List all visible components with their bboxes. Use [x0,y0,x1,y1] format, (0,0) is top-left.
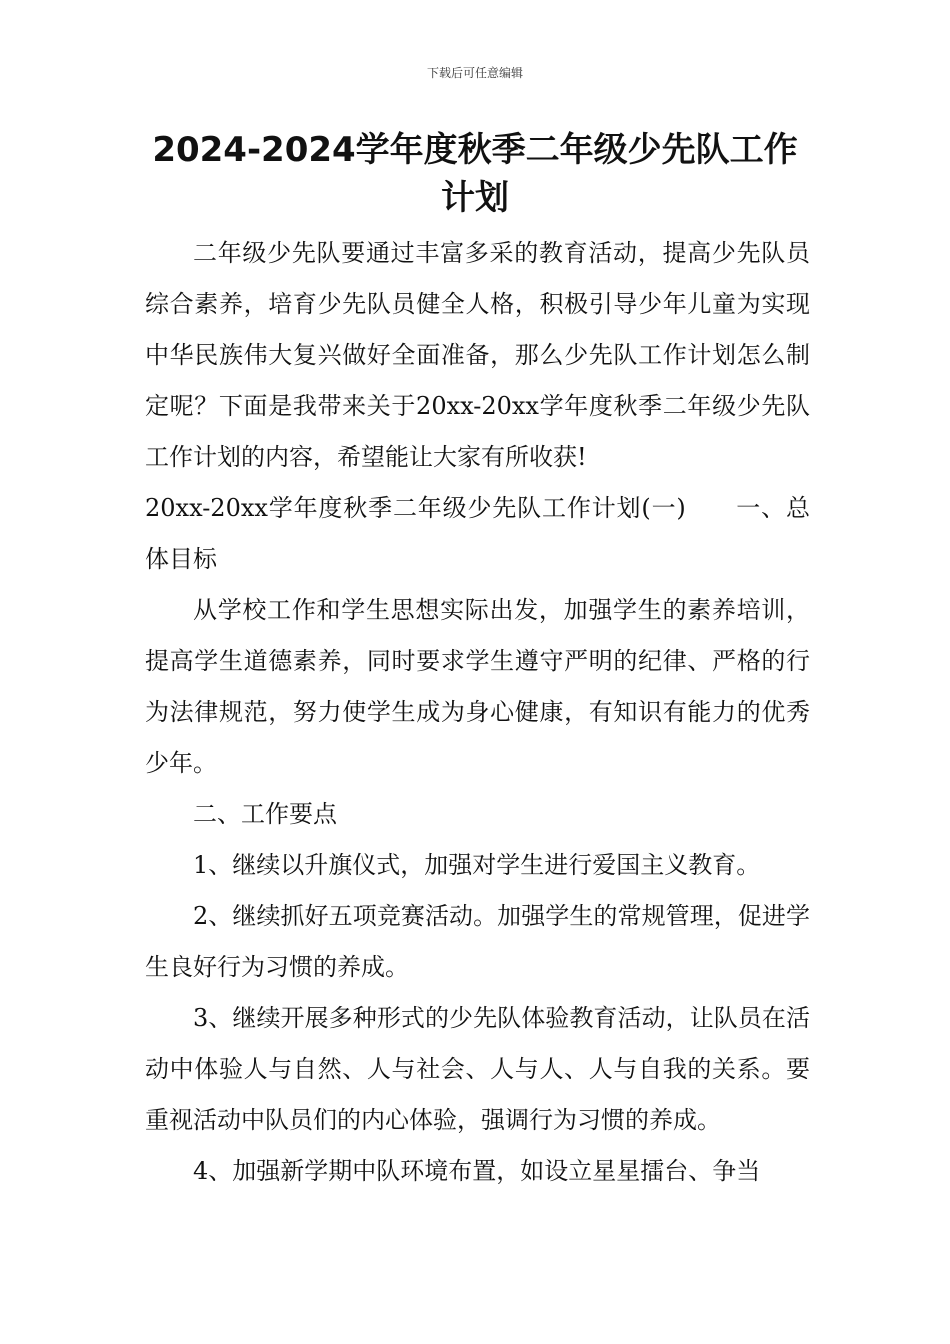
paragraph-plan-heading: 20xx-20xx学年度秋季二年级少先队工作计划(一) 一、总体目标 [145,494,810,573]
paragraph-intro: 二年级少先队要通过丰富多采的教育活动，提高少先队员综合素养，培育少先队员健全人格，积极引导少年儿童为实现中华民族伟大复兴做好全面准备，那么少先队工作计划怎么制定呢？下面是我带来关于20xx-20xx学年度秋季二年级少先队工作计划的内容，希望能让大家有所收获! [145,239,810,471]
document-body [145,228,810,1197]
list-item-2: 2、继续抓好五项竞赛活动。加强学生的常规管理，促进学生良好行为习惯的养成。 [145,902,810,981]
document-title: 2024-2024学年度秋季二年级少先队工作计划 [152,130,798,218]
list-item-1: 1、继续以升旗仪式，加强对学生进行爱国主义教育。 [193,851,761,879]
paragraph-goals: 从学校工作和学生思想实际出发，加强学生的素养培训，提高学生道德素养，同时要求学生遵守严明的纪律、严格的行为法律规范，努力使学生成为身心健康，有知识有能力的优秀少年。 [145,596,810,777]
list-item-3: 3、继续开展多种形式的少先队体验教育活动，让队员在活动中体验人与自然、人与社会、人与人、人与自我的关系。要重视活动中队员们的内心体验，强调行为习惯的养成。 [145,1004,810,1134]
header-note: 下载后可任意编辑 [426,66,523,80]
section-heading-work-points: 二、工作要点 [193,800,337,828]
list-item-4: 4、加强新学期中队环境布置，如设立星星擂台、争当 [193,1157,761,1185]
